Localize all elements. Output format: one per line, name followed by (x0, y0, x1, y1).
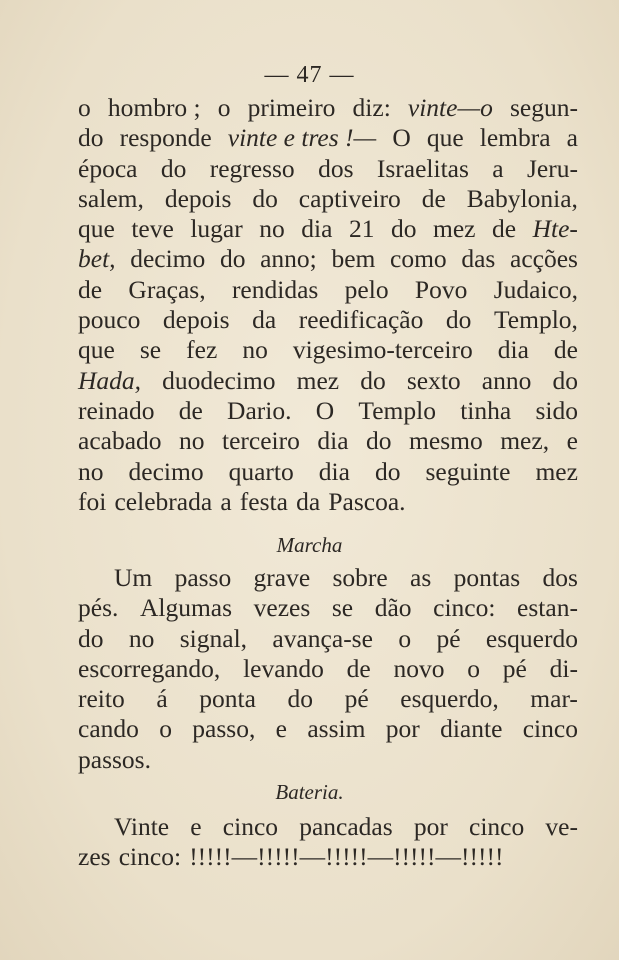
word: decimo (128, 456, 204, 486)
word: mez, (500, 426, 550, 456)
word: do (552, 365, 578, 395)
word: Jeru- (527, 153, 578, 183)
word: fez (186, 335, 218, 365)
word: pelo (344, 274, 389, 304)
word: se (139, 335, 162, 365)
word: esquerdo (485, 623, 578, 653)
word: de (491, 214, 517, 244)
word: a (220, 486, 232, 516)
word: acções (510, 244, 578, 274)
word: teve (131, 214, 174, 244)
text-line (78, 457, 578, 487)
word: Israelitas (376, 153, 469, 183)
word: Graças, (128, 274, 206, 304)
word: mez (535, 456, 578, 486)
text-line (78, 624, 578, 654)
word: das (461, 244, 496, 274)
word: diz: (352, 93, 391, 122)
word: Pascoa. (328, 486, 406, 516)
word: dia (318, 456, 350, 486)
word: foi (78, 486, 107, 516)
word: de (553, 335, 578, 365)
word: o (78, 93, 91, 122)
text-line (78, 654, 578, 684)
text-line (78, 366, 578, 396)
word: segun- (510, 93, 578, 122)
word: Algumas (139, 593, 233, 623)
word: pouco (78, 305, 141, 335)
word: do (78, 123, 104, 153)
word: festa (239, 486, 288, 516)
word: do (219, 244, 246, 274)
word: cinco (222, 812, 279, 841)
text-line (78, 305, 578, 335)
word: cinco (522, 714, 578, 744)
text-line (78, 563, 578, 593)
word: de (178, 395, 203, 425)
word: Templo, (494, 305, 578, 335)
text-line (78, 684, 578, 714)
word: cinco (469, 812, 525, 841)
word: diante (440, 714, 503, 744)
word: sido (535, 395, 578, 425)
word: que (78, 335, 115, 365)
word: e (190, 812, 202, 841)
word: Judaico, (493, 274, 578, 304)
text-line (78, 812, 578, 842)
paragraph-2 (78, 563, 578, 775)
text-line (78, 714, 578, 744)
word: que (78, 214, 115, 244)
word: O (392, 123, 411, 153)
text-line (78, 244, 578, 274)
word: acabado (78, 426, 162, 456)
text-line (78, 154, 578, 184)
text-line (78, 842, 578, 872)
word: do (445, 305, 472, 335)
word: as (410, 563, 432, 592)
word: depois (162, 305, 230, 335)
word: esquerdo, (400, 684, 499, 714)
word: o (217, 93, 231, 122)
word: pancadas (299, 812, 393, 841)
word: passo (174, 563, 232, 592)
text-line (78, 426, 578, 456)
word: Babylonia, (466, 183, 578, 213)
word: ponta (199, 684, 256, 714)
word: captiveiro (298, 183, 401, 213)
word: no (179, 426, 205, 456)
paragraph-3 (78, 812, 578, 873)
word: do (160, 153, 187, 183)
text-line (78, 93, 578, 123)
word: O (315, 395, 335, 425)
word: grave (253, 563, 311, 592)
word: quarto (228, 456, 294, 486)
word: di- (549, 653, 578, 683)
text-line (78, 745, 578, 775)
word: passos. (78, 744, 151, 774)
word: o (159, 714, 172, 744)
word: o (398, 623, 412, 653)
word: do (78, 623, 104, 653)
word: do (374, 456, 401, 486)
word: por (385, 714, 420, 744)
text-line (78, 335, 578, 365)
text-line (78, 275, 578, 305)
word: responde (119, 123, 212, 153)
word: o (467, 653, 480, 683)
word: reito (78, 684, 125, 714)
word: Hte- (532, 214, 578, 244)
word: tinha (460, 395, 512, 425)
word: primeiro (247, 93, 336, 122)
word: passo, (192, 714, 256, 744)
word: !!!!!—!!!!!—!!!!!—!!!!!—!!!!! (189, 842, 504, 872)
word: que (426, 123, 464, 153)
word: de (78, 274, 103, 304)
word: ve- (545, 812, 578, 841)
word: sexto (406, 365, 461, 395)
word: e (275, 714, 287, 744)
word: 21 (348, 214, 375, 244)
text-line (78, 123, 578, 153)
text-line (78, 214, 578, 244)
word: pés. (78, 593, 119, 623)
word: no (242, 335, 268, 365)
word: vigesimo-terceiro (292, 335, 473, 365)
word: reedificação (298, 305, 424, 335)
word: zes (78, 842, 111, 872)
word: Povo (414, 274, 468, 304)
word: á (156, 684, 168, 714)
word: depois (164, 183, 232, 213)
word: anno; (260, 244, 317, 274)
word: hombro ; (107, 93, 201, 122)
word: se (331, 593, 354, 623)
word: lugar (190, 214, 243, 244)
word: duodecimo (162, 365, 276, 395)
word: salem, (78, 183, 144, 213)
text-line (78, 593, 578, 623)
word: regresso (209, 153, 295, 183)
word: Dario. (227, 395, 292, 425)
word: a (566, 123, 578, 153)
word: celebrada (114, 486, 213, 516)
word: como (390, 244, 447, 274)
word: vezes (253, 593, 311, 623)
word: de (346, 653, 371, 683)
word: mez (432, 214, 476, 244)
word: dos (542, 563, 578, 592)
word: do (366, 426, 392, 456)
word: bet, (78, 244, 116, 274)
word: no (259, 214, 285, 244)
word: mar- (530, 684, 578, 714)
word: dia (301, 214, 333, 244)
word: pé (502, 653, 527, 683)
word: terceiro (222, 426, 300, 456)
word: avança-se (272, 623, 373, 653)
word: Vinte (114, 812, 170, 841)
word: Hada, (78, 365, 142, 395)
word: cinco: (118, 842, 182, 872)
word: novo (393, 653, 445, 683)
word: mesmo (409, 426, 483, 456)
word: assim (307, 714, 366, 744)
section-heading-marcha: Marcha (276, 533, 343, 557)
word: cinco: (433, 593, 496, 623)
word: época (78, 153, 138, 183)
word: dia (497, 335, 529, 365)
word: da (252, 305, 277, 335)
word: signal, (179, 623, 248, 653)
word: levando (243, 653, 324, 683)
word: cando (78, 714, 139, 744)
word: Templo (358, 395, 436, 425)
word: do (360, 365, 386, 395)
page-number: — 47 — (264, 62, 355, 88)
word: Um (114, 563, 153, 592)
word: dos (318, 153, 354, 183)
section-heading-bateria: Bateria. (275, 780, 344, 804)
word: no (128, 623, 155, 653)
word: pé (344, 684, 369, 714)
word: vinte e tres !— (227, 123, 377, 153)
word: vinte—o (407, 93, 493, 122)
word: escorregando, (78, 653, 221, 683)
word: seguinte (425, 456, 511, 486)
word: no (78, 456, 104, 486)
word: de (421, 183, 446, 213)
word: do (287, 684, 313, 714)
word: sobre (332, 563, 388, 592)
word: por (413, 812, 448, 841)
word: bem (331, 244, 376, 274)
word: decimo (130, 244, 206, 274)
word: lembra (479, 123, 551, 153)
word: estan- (517, 593, 578, 623)
word: da (296, 486, 321, 516)
word: do (252, 183, 278, 213)
word: pontas (453, 563, 521, 592)
word: anno (481, 365, 532, 395)
word: dia (317, 426, 349, 456)
text-line (78, 396, 578, 426)
word: mez (296, 365, 340, 395)
paragraph-1 (78, 93, 578, 517)
word: reinado (78, 395, 155, 425)
word: a (492, 153, 504, 183)
word: pé (436, 623, 461, 653)
word: do (390, 214, 417, 244)
word: e (566, 426, 578, 456)
text-line (78, 184, 578, 214)
word: dão (374, 593, 412, 623)
text-line (78, 487, 578, 517)
word: rendidas (231, 274, 319, 304)
